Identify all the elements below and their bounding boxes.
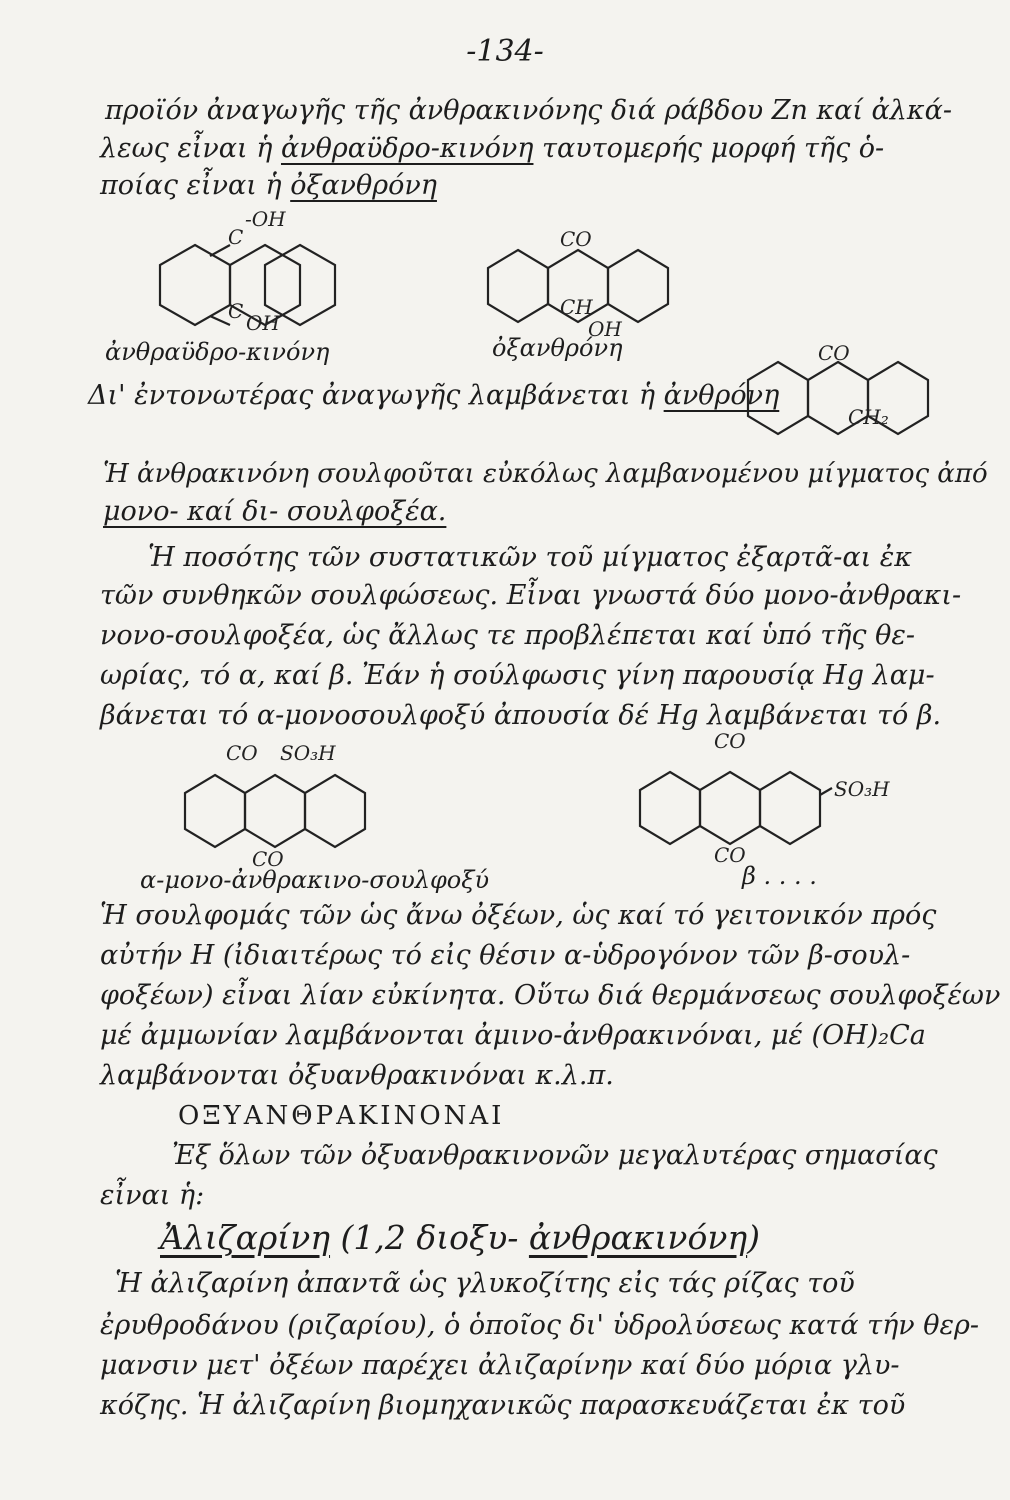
underlined-term-anthrone: ἀνθρόνη bbox=[663, 380, 780, 411]
caption-oxanthrone: ὀξανθρόνη bbox=[492, 334, 623, 362]
structure-oxanthrone bbox=[488, 227, 668, 341]
text-line-17: Ἐξ ὅλων τῶν ὀξυανθρακινονῶν μεγαλυτέρας σημασίας bbox=[172, 1140, 938, 1171]
text-run: ποίας εἶναι ἡ bbox=[100, 170, 291, 201]
atom-co: CO bbox=[818, 341, 850, 365]
atom-co-bottom: CO bbox=[252, 847, 284, 871]
text-line-20: Ἡ ἀλιζαρίνη ἀπαντᾶ ὡς γλυκοζίτης εἰς τάς ρίζας τοῦ bbox=[115, 1268, 855, 1299]
structure-beta-sulfonic-acid bbox=[640, 729, 890, 867]
caption-anthrahydroquinone: ἀνθραϋδρο-κινόνη bbox=[105, 338, 330, 366]
text-line-19 bbox=[160, 1218, 761, 1257]
text-run: λεως εἶναι ἡ bbox=[100, 133, 281, 164]
atom-so3h: SO₃H bbox=[834, 777, 890, 801]
atom-ch2: CH₂ bbox=[848, 405, 889, 429]
text-line-23: κόζης. Ἡ ἀλιζαρίνη βιομηχανικῶς παρασκευάζεται ἐκ τοῦ bbox=[100, 1390, 906, 1421]
atom-co-top: CO bbox=[714, 729, 746, 753]
text-line-18: εἶναι ἡ: bbox=[100, 1180, 205, 1211]
atom-ch: CH bbox=[560, 295, 593, 319]
atom-oh-top: -OH bbox=[245, 207, 286, 231]
text-line-13: αὐτήν H (ἰδιαιτέρως τό εἰς θέσιν α-ὑδρογόνον τῶν β-σουλ- bbox=[100, 940, 911, 971]
underlined-term-alizarin: Ἀλιζαρίνη bbox=[160, 1218, 331, 1257]
text-line-21: ἐρυθροδάνου (ριζαρίου), ὁ ὁποῖος δι' ὑδρολύσεως κατά τήν θερ- bbox=[100, 1310, 979, 1341]
atom-oh: OH bbox=[588, 317, 622, 341]
caption-beta-sulfonic-acid: β . . . . bbox=[742, 862, 817, 890]
text-run: ) bbox=[747, 1218, 761, 1257]
text-run: (1,2 διοξυ- bbox=[330, 1218, 529, 1257]
text-line-15: μέ ἀμμωνίαν λαμβάνονται ἀμινο-ἀνθρακινόναι, μέ (OH)₂Ca bbox=[100, 1020, 926, 1051]
atom-co-bottom: CO bbox=[714, 843, 746, 867]
caption-alpha-sulfonic-acid: α-μονο-ἀνθρακινο-σουλφοξύ bbox=[140, 866, 490, 894]
atom-oh-bottom: OH bbox=[246, 311, 280, 335]
text-line-11: βάνεται τό α-μονοσουλφοξύ ἀπουσία δέ Hg λαμβάνεται τό β. bbox=[100, 700, 942, 731]
section-heading-oxyanthraquinones: ΟΞΥΑΝΘΡΑΚΙΝΟΝΑΙ bbox=[178, 1101, 505, 1131]
underlined-term-anthrahydroquinone: ἀνθραϋδρο-κινόνη bbox=[280, 133, 534, 164]
underlined-term-oxanthrone: ὀξανθρόνη bbox=[290, 170, 437, 201]
text-line-12: Ἡ σουλφομάς τῶν ὡς ἄνω ὀξέων, ὡς καί τό γειτονικόν πρός bbox=[100, 900, 937, 931]
structure-alpha-sulfonic-acid bbox=[185, 741, 365, 871]
text-line-22: μανσιν μετ' ὀξέων παρέχει ἀλιζαρίνην καί δύο μόρια γλυ- bbox=[100, 1350, 900, 1381]
atom-co-top: CO bbox=[226, 741, 258, 765]
atom-c-bottom: C bbox=[228, 299, 244, 323]
text-line-5: Ἡ ἀνθρακινόνη σουλφοῦται εὐκόλως λαμβανομένου μίγματος ἀπό bbox=[103, 459, 988, 489]
underlined-term-anthraquinone: ἀνθρακινόνη bbox=[528, 1218, 748, 1257]
text-line-14: φοξέων) εἶναι λίαν εὐκίνητα. Οὕτω διά θερμάνσεως σουλφοξέων bbox=[100, 980, 1001, 1011]
text-line-16: λαμβάνονται ὀξυανθρακινόναι κ.λ.π. bbox=[100, 1060, 614, 1091]
text-line-9: νονο-σουλφοξέα, ὡς ἄλλως τε προβλέπεται καί ὑπό τῆς θε- bbox=[100, 620, 915, 651]
atom-so3h: SO₃H bbox=[280, 741, 336, 765]
text-run: ταυτομερής μορφή τῆς ὁ- bbox=[533, 133, 885, 164]
atom-co: CO bbox=[560, 227, 592, 251]
text-line-1: προϊόν ἀναγωγῆς τῆς ἀνθρακινόνης διά ράβδου Zn καί ἀλκά- bbox=[105, 95, 952, 126]
text-line-6: μονο- καί δι- σουλφοξέα. bbox=[103, 496, 447, 527]
atom-c-top: C bbox=[228, 225, 244, 249]
text-run: Δι' ἐντονωτέρας ἀναγωγῆς λαμβάνεται ἡ bbox=[88, 380, 664, 411]
text-line-4 bbox=[88, 380, 779, 412]
page-number: -134- bbox=[466, 34, 544, 69]
text-line-10: ωρίας, τό α, καί β. Ἐάν ἡ σούλφωσις γίνη παρουσίᾳ Hg λαμ- bbox=[100, 660, 935, 691]
text-line-8: τῶν συνθηκῶν σουλφώσεως. Εἶναι γνωστά δύο μονο-ἀνθρακι- bbox=[100, 580, 962, 611]
structure-anthrahydroquinone bbox=[160, 207, 335, 335]
text-line-7: Ἡ ποσότης τῶν συστατικῶν τοῦ μίγματος ἐξαρτᾶ-αι ἐκ bbox=[148, 542, 913, 573]
